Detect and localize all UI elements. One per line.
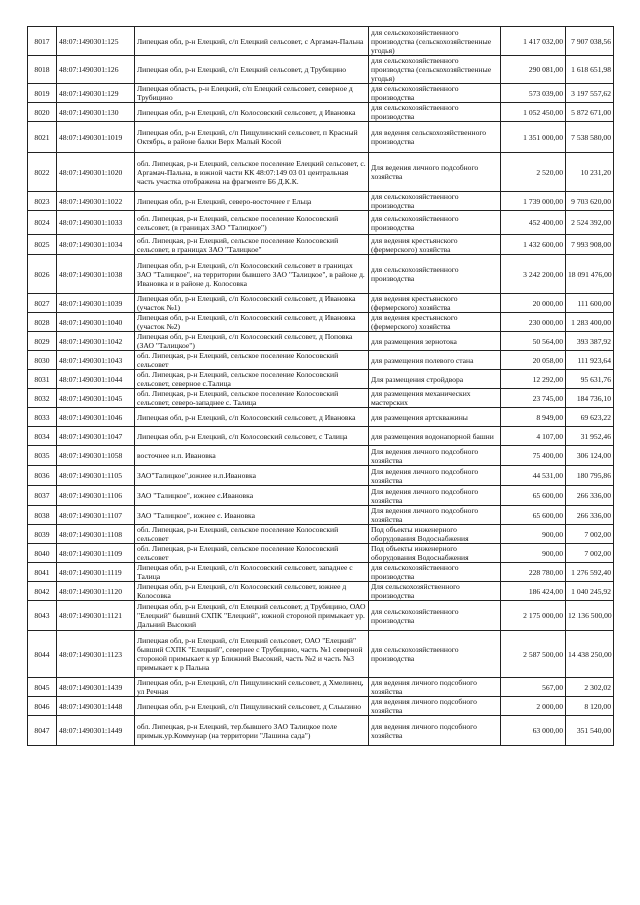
cadastral-number-cell: 48:07:1490301:1448 xyxy=(57,697,135,716)
address-cell: обл. Липецкая, р-н Елецкий, тер.бывшего ЗАО Талицкое поле примык.ур.Коммунар (на территории "Лашина сада") xyxy=(135,716,369,746)
cadastral-value-cell: 111 923,64 xyxy=(566,351,614,370)
table-row xyxy=(28,716,614,746)
table-row xyxy=(28,631,614,678)
area-value-cell: 567,00 xyxy=(501,678,566,697)
cadastral-number-cell: 48:07:1490301:1043 xyxy=(57,351,135,370)
area-value-cell: 1 739 000,00 xyxy=(501,192,566,211)
area-value-cell: 2 520,00 xyxy=(501,153,566,192)
address-cell: Липецкая обл, р-н Елецкий, с/п Пищулинский сельсовет, п Красный Октябрь, в районе балки Верх Малый Косой xyxy=(135,122,369,153)
table-row xyxy=(28,351,614,370)
cadastral-number-cell: 48:07:1490301:1038 xyxy=(57,255,135,294)
cadastral-number-cell: 48:07:1490301:1045 xyxy=(57,389,135,408)
permitted-use-cell: для сельскохозяйственного производства xyxy=(369,563,501,582)
address-cell: ЗАО "Талицкое", южнее с. Ивановка xyxy=(135,506,369,525)
cadastral-value-cell: 9 703 620,00 xyxy=(566,192,614,211)
permitted-use-cell: для ведения личного подсобного хозяйства xyxy=(369,716,501,746)
row-number-cell: 8022 xyxy=(28,153,57,192)
table-row xyxy=(28,506,614,525)
address-cell: восточнее н.п. Ивановка xyxy=(135,446,369,466)
cadastral-number-cell: 48:07:1490301:1019 xyxy=(57,122,135,153)
cadastral-value-cell: 1 283 400,00 xyxy=(566,313,614,332)
cadastral-number-cell: 48:07:1490301:1107 xyxy=(57,506,135,525)
area-value-cell: 452 400,00 xyxy=(501,211,566,235)
area-value-cell: 2 587 500,00 xyxy=(501,631,566,678)
row-number-cell: 8020 xyxy=(28,103,57,122)
permitted-use-cell: для ведения сельскохозяйственного производства xyxy=(369,122,501,153)
row-number-cell: 8034 xyxy=(28,427,57,446)
address-cell: обл. Липецкая, р-н Елецкий, сельское поселение Колосовский сельсовет xyxy=(135,351,369,370)
address-cell: обл. Липецкая, р-н Елецкий, сельское поселение Колосовский сельсовет xyxy=(135,525,369,544)
area-value-cell: 44 531,00 xyxy=(501,466,566,486)
row-number-cell: 8041 xyxy=(28,563,57,582)
row-number-cell: 8028 xyxy=(28,313,57,332)
area-value-cell: 23 745,00 xyxy=(501,389,566,408)
cadastral-value-cell: 7 002,00 xyxy=(566,544,614,563)
address-cell: обл. Липецкая, р-н Елецкий, сельское поселение Елецкий сельсовет, с. Аргамач-Пальна, в южной части КК 48:07:149 03 01 центральная часть участка отображена на фрагменте Б6 Д.К.К. xyxy=(135,153,369,192)
cadastral-value-cell: 3 197 557,62 xyxy=(566,84,614,103)
row-number-cell: 8019 xyxy=(28,84,57,103)
address-cell: Липецкая обл, р-н Елецкий, с/п Елецкий сельсовет, с Аргамач-Пальна xyxy=(135,27,369,56)
area-value-cell: 186 424,00 xyxy=(501,582,566,601)
permitted-use-cell: Для ведения личного подсобного хозяйства xyxy=(369,466,501,486)
cadastral-number-cell: 48:07:1490301:1047 xyxy=(57,427,135,446)
cadastral-value-cell: 7 993 908,00 xyxy=(566,235,614,255)
cadastral-value-cell: 351 540,00 xyxy=(566,716,614,746)
table-row xyxy=(28,332,614,351)
area-value-cell: 230 000,00 xyxy=(501,313,566,332)
permitted-use-cell: для размещения зернотока xyxy=(369,332,501,351)
row-number-cell: 8045 xyxy=(28,678,57,697)
cadastral-number-cell: 48:07:1490301:1105 xyxy=(57,466,135,486)
address-cell: Липецкая обл, р-н Елецкий, с/п Колосовский сельсовет, с Талица xyxy=(135,427,369,446)
land-plots-table xyxy=(27,26,614,746)
cadastral-value-cell: 12 136 500,00 xyxy=(566,601,614,631)
table-row xyxy=(28,211,614,235)
table-row xyxy=(28,697,614,716)
area-value-cell: 20 000,00 xyxy=(501,294,566,313)
cadastral-value-cell: 7 907 038,56 xyxy=(566,27,614,56)
table-row xyxy=(28,235,614,255)
table-body xyxy=(28,27,614,746)
row-number-cell: 8042 xyxy=(28,582,57,601)
permitted-use-cell: для сельскохозяйственного производства xyxy=(369,103,501,122)
cadastral-value-cell: 10 231,20 xyxy=(566,153,614,192)
address-cell: обл. Липецкая, р-н Елецкий, сельское поселение Колосовский сельсовет xyxy=(135,544,369,563)
permitted-use-cell: для ведения личного подсобного хозяйства xyxy=(369,678,501,697)
area-value-cell: 900,00 xyxy=(501,525,566,544)
address-cell: Липецкая обл, р-н Елецкий, с/п Колосовский сельсовет, д Поповка (ЗАО "Талицкое") xyxy=(135,332,369,351)
cadastral-number-cell: 48:07:1490301:1123 xyxy=(57,631,135,678)
address-cell: Липецкая обл, р-н Елецкий, с/п Колосовский сельсовет, д Ивановка xyxy=(135,103,369,122)
row-number-cell: 8030 xyxy=(28,351,57,370)
address-cell: ЗАО "Талицкое", южнее с.Ивановка xyxy=(135,486,369,506)
table-row xyxy=(28,370,614,389)
table-row xyxy=(28,601,614,631)
cadastral-value-cell: 180 795,86 xyxy=(566,466,614,486)
permitted-use-cell: для сельскохозяйственного производства (сельскохозяйственные угодья) xyxy=(369,56,501,84)
table-row xyxy=(28,122,614,153)
table-row xyxy=(28,294,614,313)
address-cell: обл. Липецкая, р-н Елецкий, сельское поселение Колосовский сельсовет, в границах ЗАО "Талицкое" xyxy=(135,235,369,255)
cadastral-number-cell: 48:07:1490301:126 xyxy=(57,56,135,84)
cadastral-number-cell: 48:07:1490301:1042 xyxy=(57,332,135,351)
cadastral-value-cell: 95 631,76 xyxy=(566,370,614,389)
address-cell: обл. Липецкая, р-н Елецкий, сельское поселение Колосовский сельсовет, северное с.Талица xyxy=(135,370,369,389)
table-row xyxy=(28,27,614,56)
permitted-use-cell: для размещения механических мастерских xyxy=(369,389,501,408)
cadastral-number-cell: 48:07:1490301:1040 xyxy=(57,313,135,332)
permitted-use-cell: для сельскохозяйственного производства xyxy=(369,601,501,631)
permitted-use-cell: для сельскохозяйственного производства xyxy=(369,84,501,103)
table-row xyxy=(28,408,614,427)
table-row xyxy=(28,582,614,601)
row-number-cell: 8027 xyxy=(28,294,57,313)
cadastral-number-cell: 48:07:1490301:1034 xyxy=(57,235,135,255)
permitted-use-cell: для сельскохозяйственного производства xyxy=(369,255,501,294)
cadastral-number-cell: 48:07:1490301:1039 xyxy=(57,294,135,313)
cadastral-value-cell: 266 336,00 xyxy=(566,486,614,506)
address-cell: Липецкая обл, р-н Елецкий, северо-восточнее г Ельца xyxy=(135,192,369,211)
permitted-use-cell: для ведения личного подсобного хозяйства xyxy=(369,697,501,716)
table-row xyxy=(28,313,614,332)
area-value-cell: 65 600,00 xyxy=(501,506,566,525)
cadastral-value-cell: 184 736,10 xyxy=(566,389,614,408)
row-number-cell: 8023 xyxy=(28,192,57,211)
area-value-cell: 8 949,00 xyxy=(501,408,566,427)
row-number-cell: 8026 xyxy=(28,255,57,294)
row-number-cell: 8033 xyxy=(28,408,57,427)
cadastral-number-cell: 48:07:1490301:1121 xyxy=(57,601,135,631)
permitted-use-cell: Для размещения стройдвора xyxy=(369,370,501,389)
table-row xyxy=(28,103,614,122)
table-row xyxy=(28,446,614,466)
cadastral-number-cell: 48:07:1490301:1108 xyxy=(57,525,135,544)
area-value-cell: 4 107,00 xyxy=(501,427,566,446)
cadastral-value-cell: 14 438 250,00 xyxy=(566,631,614,678)
row-number-cell: 8040 xyxy=(28,544,57,563)
area-value-cell: 50 564,00 xyxy=(501,332,566,351)
permitted-use-cell: Для ведения личного подсобного хозяйства xyxy=(369,153,501,192)
address-cell: Липецкая обл, р-н Елецкий, с/п Колосовский сельсовет, д Ивановка xyxy=(135,408,369,427)
permitted-use-cell: для ведения крестьянского (фермерского) хозяйства xyxy=(369,313,501,332)
area-value-cell: 290 081,00 xyxy=(501,56,566,84)
area-value-cell: 12 292,00 xyxy=(501,370,566,389)
address-cell: Липецкая обл, р-н Елецкий, с/п Колосовский сельсовет в границах ЗАО "Талицкое", на территории бывшего ЗАО "Талицкое", в районе д. Ивановка и в районе д. Колосовка xyxy=(135,255,369,294)
address-cell: Липецкая обл, р-н Елецкий, с/п Елецкий сельсовет, ОАО "Елецкий" бывший СХПК "Елецкий", севернее с Трубицино, часть №1 северной стороной примыкает к ур Ближний Высокий, часть №2 и часть №3 примыкает к р Пальна xyxy=(135,631,369,678)
cadastral-value-cell: 306 124,00 xyxy=(566,446,614,466)
address-cell: Липецкая обл, р-н Елецкий, с/п Колосовский сельсовет, западнее с Талица xyxy=(135,563,369,582)
address-cell: Липецкая обл, р-н Елецкий, с/п Колосовский сельсовет, д Ивановка (участок №1) xyxy=(135,294,369,313)
cadastral-value-cell: 31 952,46 xyxy=(566,427,614,446)
area-value-cell: 2 000,00 xyxy=(501,697,566,716)
cadastral-number-cell: 48:07:1490301:1106 xyxy=(57,486,135,506)
permitted-use-cell: Для ведения личного подсобного хозяйства xyxy=(369,506,501,525)
address-cell: Липецкая обл, р-н Елецкий, с/п Колосовский сельсовет, южнее д Колосовка xyxy=(135,582,369,601)
row-number-cell: 8032 xyxy=(28,389,57,408)
cadastral-value-cell: 5 872 671,00 xyxy=(566,103,614,122)
area-value-cell: 63 000,00 xyxy=(501,716,566,746)
row-number-cell: 8029 xyxy=(28,332,57,351)
table-row xyxy=(28,255,614,294)
cadastral-number-cell: 48:07:1490301:1120 xyxy=(57,582,135,601)
row-number-cell: 8031 xyxy=(28,370,57,389)
cadastral-number-cell: 48:07:1490301:130 xyxy=(57,103,135,122)
row-number-cell: 8038 xyxy=(28,506,57,525)
cadastral-number-cell: 48:07:1490301:1449 xyxy=(57,716,135,746)
address-cell: Липецкая обл, р-н Елецкий, с/п Колосовский сельсовет, д Ивановка (участок №2) xyxy=(135,313,369,332)
table-row xyxy=(28,544,614,563)
cadastral-value-sheet xyxy=(27,26,613,746)
cadastral-value-cell: 2 524 392,00 xyxy=(566,211,614,235)
area-value-cell: 20 058,00 xyxy=(501,351,566,370)
address-cell: обл. Липецкая, р-н Елецкий, сельское поселение Колосовский сельсовет, северо-западнее с. Талица xyxy=(135,389,369,408)
permitted-use-cell: для ведения крестьянского (фермерского) хозяйства xyxy=(369,294,501,313)
cadastral-number-cell: 48:07:1490301:1046 xyxy=(57,408,135,427)
table-row xyxy=(28,153,614,192)
permitted-use-cell: для сельскохозяйственного производства (сельскохозяйственные угодья) xyxy=(369,27,501,56)
cadastral-value-cell: 1 276 592,40 xyxy=(566,563,614,582)
permitted-use-cell: для сельскохозяйственного производства xyxy=(369,211,501,235)
table-row xyxy=(28,466,614,486)
row-number-cell: 8043 xyxy=(28,601,57,631)
area-value-cell: 3 242 200,00 xyxy=(501,255,566,294)
address-cell: обл. Липецкая, р-н Елецкий, сельское поселение Колосовский сельсовет, (в границах ЗАО "Талицкое") xyxy=(135,211,369,235)
permitted-use-cell: Под объекты инженерного оборудования Водоснабжения xyxy=(369,525,501,544)
row-number-cell: 8025 xyxy=(28,235,57,255)
cadastral-value-cell: 266 336,00 xyxy=(566,506,614,525)
table-row xyxy=(28,678,614,697)
cadastral-value-cell: 7 538 580,00 xyxy=(566,122,614,153)
address-cell: Липецкая обл, р-н Елецкий, с/п Елецкий сельсовет, д Трубицино, ОАО "Елецкий" бывший СХПК "Елецкий", южной стороной примыкает ур. Дальний Высокий xyxy=(135,601,369,631)
permitted-use-cell: для сельскохозяйственного производства xyxy=(369,192,501,211)
cadastral-number-cell: 48:07:1490301:1109 xyxy=(57,544,135,563)
address-cell: Липецкая область, р-н Елецкий, с/п Елецкий сельсовет, северное д Трубицино xyxy=(135,84,369,103)
cadastral-number-cell: 48:07:1490301:129 xyxy=(57,84,135,103)
area-value-cell: 1 432 600,00 xyxy=(501,235,566,255)
row-number-cell: 8021 xyxy=(28,122,57,153)
table-row xyxy=(28,192,614,211)
permitted-use-cell: Для ведения личного подсобного хозяйства xyxy=(369,446,501,466)
permitted-use-cell: для размещения полевого стана xyxy=(369,351,501,370)
cadastral-number-cell: 48:07:1490301:1044 xyxy=(57,370,135,389)
row-number-cell: 8035 xyxy=(28,446,57,466)
cadastral-number-cell: 48:07:1490301:1058 xyxy=(57,446,135,466)
area-value-cell: 1 351 000,00 xyxy=(501,122,566,153)
row-number-cell: 8047 xyxy=(28,716,57,746)
row-number-cell: 8037 xyxy=(28,486,57,506)
row-number-cell: 8039 xyxy=(28,525,57,544)
permitted-use-cell: Под объекты инженерного оборудования Водоснабжения xyxy=(369,544,501,563)
cadastral-number-cell: 48:07:1490301:1119 xyxy=(57,563,135,582)
row-number-cell: 8017 xyxy=(28,27,57,56)
permitted-use-cell: для размещения артскважины xyxy=(369,408,501,427)
cadastral-value-cell: 393 387,92 xyxy=(566,332,614,351)
area-value-cell: 2 175 000,00 xyxy=(501,601,566,631)
table-row xyxy=(28,427,614,446)
table-row xyxy=(28,486,614,506)
cadastral-number-cell: 48:07:1490301:1033 xyxy=(57,211,135,235)
cadastral-value-cell: 111 600,00 xyxy=(566,294,614,313)
permitted-use-cell: Для ведения личного подсобного хозяйства xyxy=(369,486,501,506)
row-number-cell: 8046 xyxy=(28,697,57,716)
cadastral-number-cell: 48:07:1490301:125 xyxy=(57,27,135,56)
cadastral-value-cell: 1 618 651,98 xyxy=(566,56,614,84)
cadastral-number-cell: 48:07:1490301:1020 xyxy=(57,153,135,192)
cadastral-value-cell: 7 002,00 xyxy=(566,525,614,544)
table-row xyxy=(28,56,614,84)
address-cell: Липецкая обл, р-н Елецкий, с/п Елецкий сельсовет, д Трубицино xyxy=(135,56,369,84)
cadastral-value-cell: 2 302,02 xyxy=(566,678,614,697)
permitted-use-cell: для ведения крестьянского (фермерского) хозяйства xyxy=(369,235,501,255)
area-value-cell: 573 039,00 xyxy=(501,84,566,103)
address-cell: ЗАО"Талицкое",южнее н.п.Ивановка xyxy=(135,466,369,486)
permitted-use-cell: для сельскохозяйственного производства xyxy=(369,631,501,678)
cadastral-value-cell: 69 623,22 xyxy=(566,408,614,427)
area-value-cell: 228 780,00 xyxy=(501,563,566,582)
address-cell: Липецкая обл, р-н Елецкий, с/п Пищулинский сельсовет, д Сльызино xyxy=(135,697,369,716)
table-row xyxy=(28,563,614,582)
area-value-cell: 1 417 032,00 xyxy=(501,27,566,56)
area-value-cell: 75 400,00 xyxy=(501,446,566,466)
row-number-cell: 8024 xyxy=(28,211,57,235)
cadastral-number-cell: 48:07:1490301:1439 xyxy=(57,678,135,697)
row-number-cell: 8036 xyxy=(28,466,57,486)
cadastral-value-cell: 1 040 245,92 xyxy=(566,582,614,601)
table-row xyxy=(28,84,614,103)
cadastral-value-cell: 8 120,00 xyxy=(566,697,614,716)
area-value-cell: 65 600,00 xyxy=(501,486,566,506)
area-value-cell: 900,00 xyxy=(501,544,566,563)
permitted-use-cell: Для сельскохозяйственного производства xyxy=(369,582,501,601)
address-cell: Липецкая обл, р-н Елецкий, с/п Пищулинский сельсовет, д Хмелинец, ул Речная xyxy=(135,678,369,697)
table-row xyxy=(28,389,614,408)
cadastral-value-cell: 18 091 476,00 xyxy=(566,255,614,294)
permitted-use-cell: для размещения водонапорной башни xyxy=(369,427,501,446)
table-row xyxy=(28,525,614,544)
cadastral-number-cell: 48:07:1490301:1022 xyxy=(57,192,135,211)
area-value-cell: 1 052 450,00 xyxy=(501,103,566,122)
row-number-cell: 8044 xyxy=(28,631,57,678)
row-number-cell: 8018 xyxy=(28,56,57,84)
